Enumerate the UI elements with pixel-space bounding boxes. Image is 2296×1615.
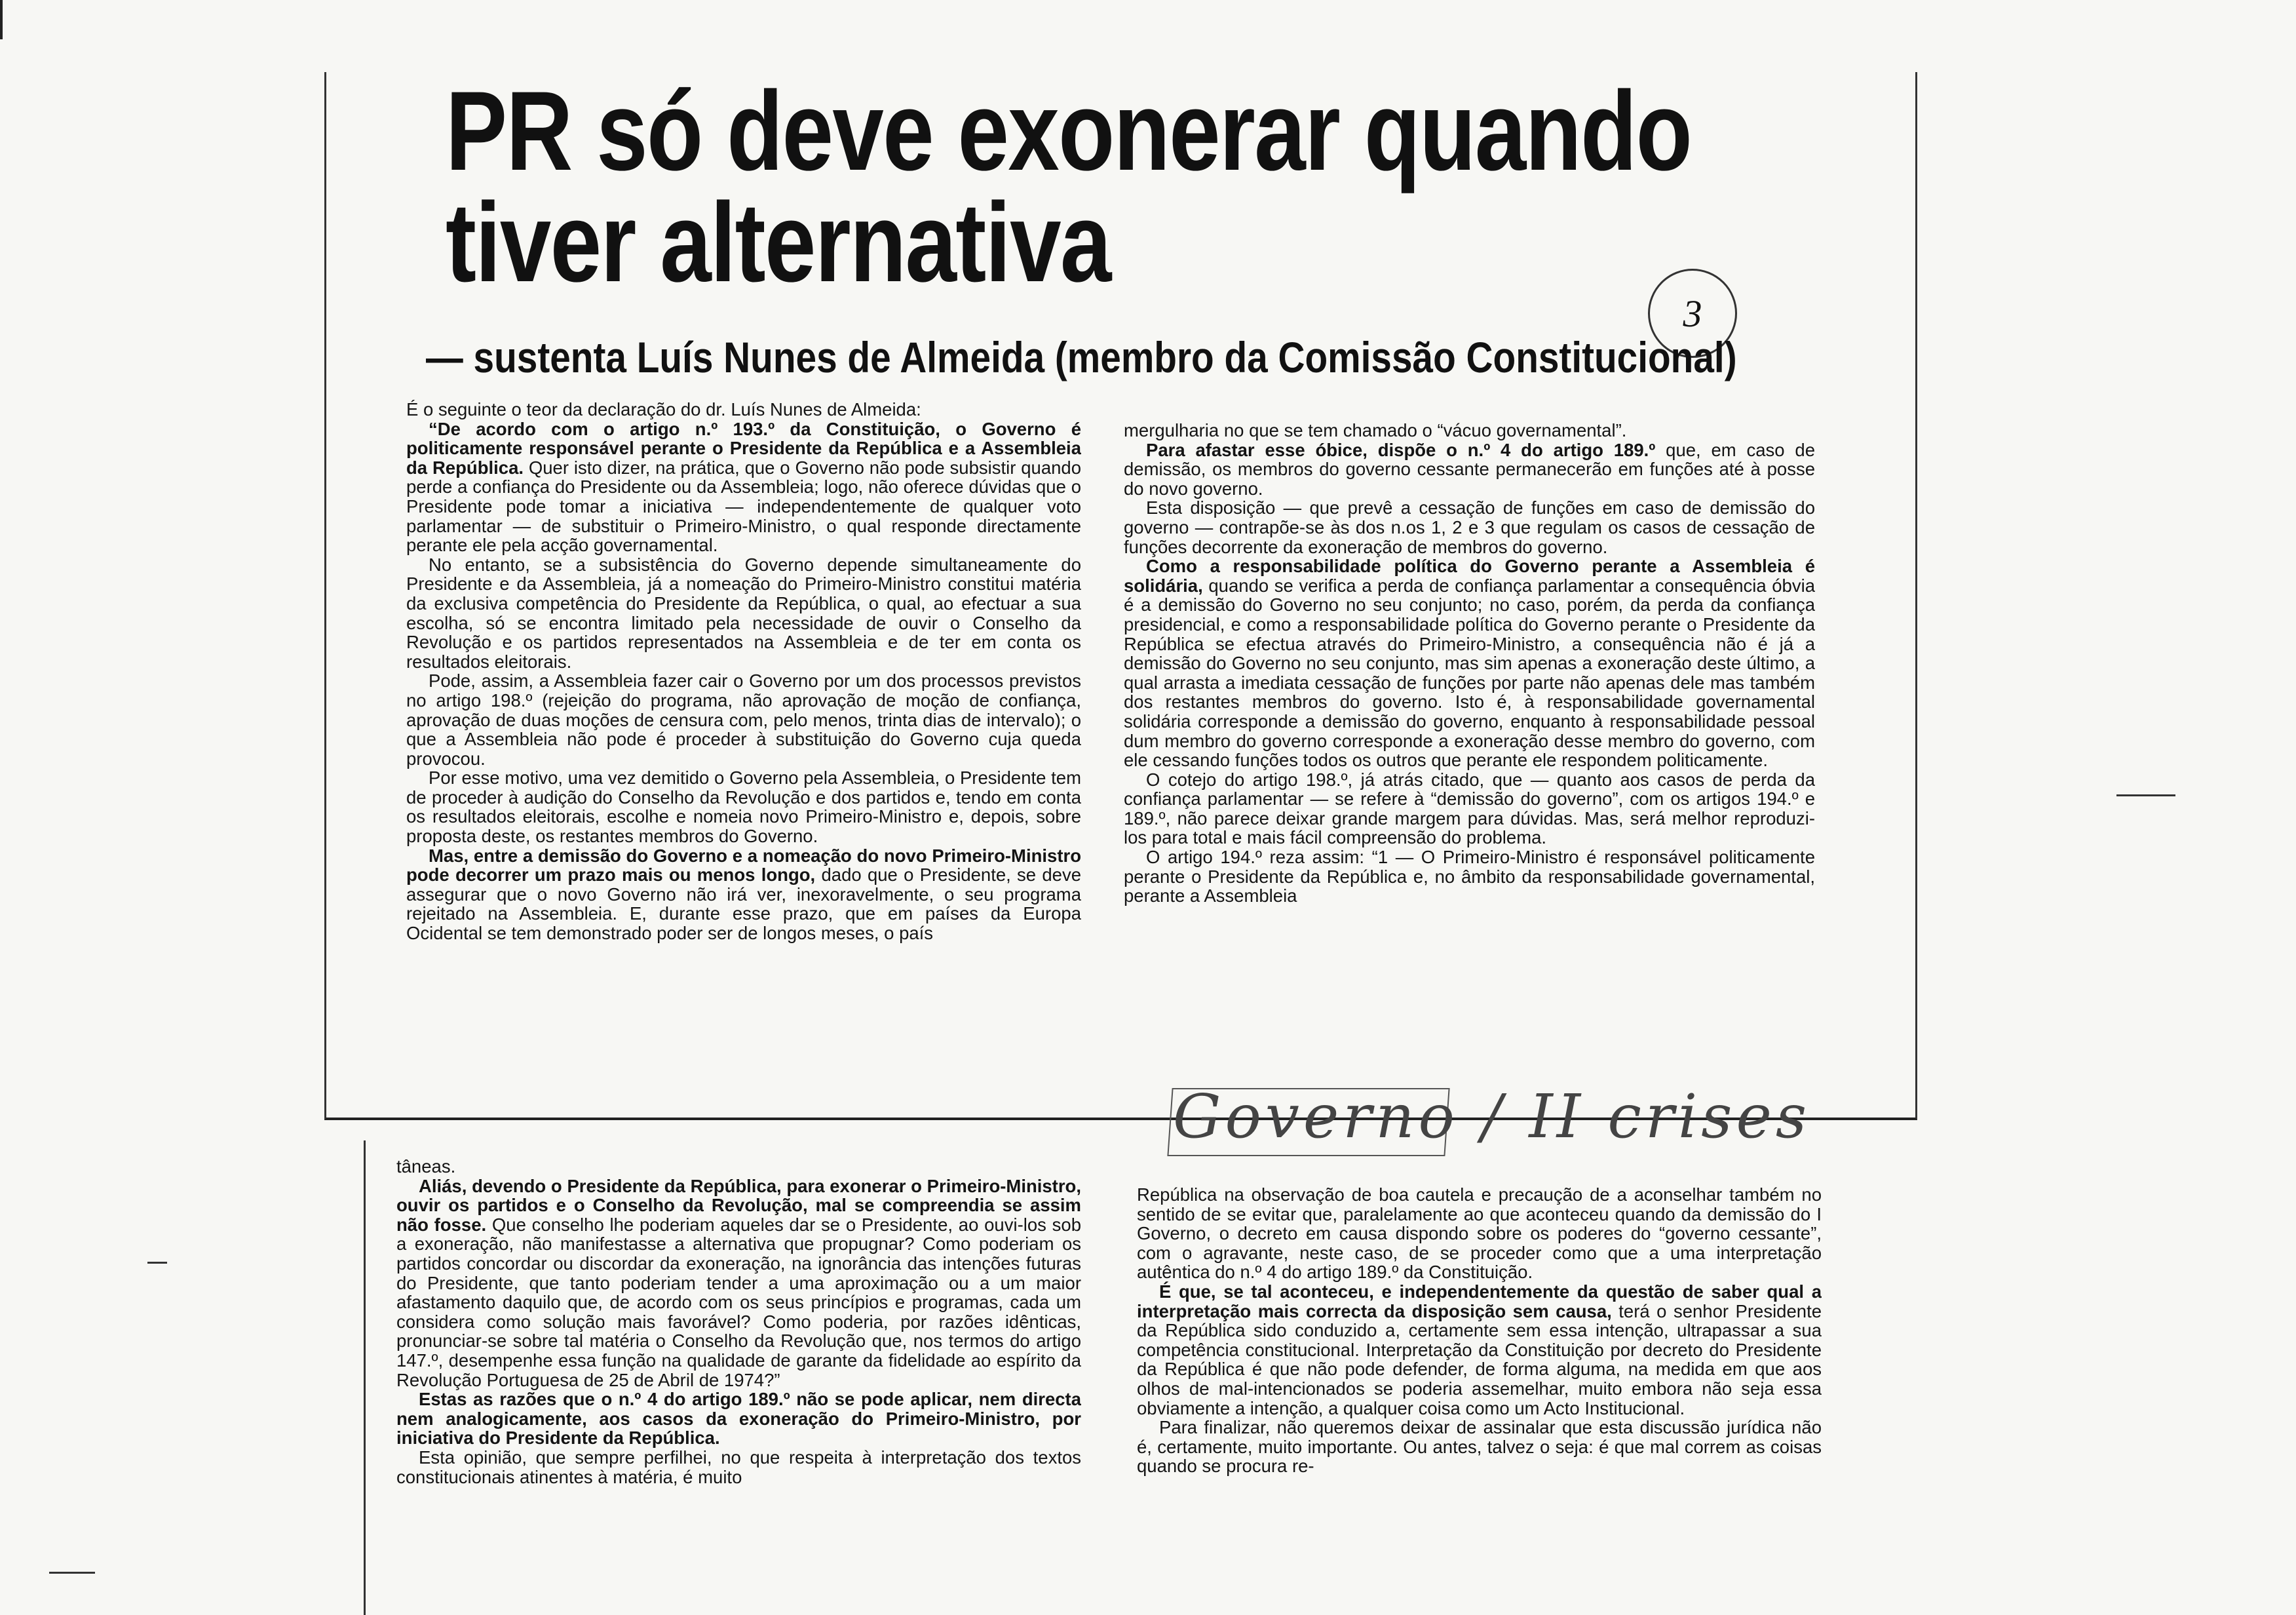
paragraph-text: Que conselho lhe poderiam aqueles dar se o Presidente, ao ouvi-los sob a exoneração, não manifestasse a alternativa que propugnar? Como poderiam os partidos concordar ou discordar da exoneração, na ignorância das intenções futuras do Presidente, que tanto poderiam tender a uma aproximação ou a um maior afastamento daquilo que, de acordo com os seus princípios e programas, cada um considera como solução mais favorável? Como poderia, por razões idênticas, pronunciar-se sobre tal matéria o Conselho da Revolução que, nos termos do artigo 147.º, desempenhe essa função na qualidade de garante da fidelidade ao espírito da Revolução Portuguesa de 25 de Abril de 1974?” (396, 1214, 1081, 1390)
paragraph: No entanto, se a subsistência do Governo depende simultaneamente do Presidente e da Assembleia, já a nomeação do Primeiro-Ministro constitui matéria da exclusiva competência do Presidente da República, o qual, ao efectuar a sua escolha, só se encontra limitado pela necessidade de ouvir o Conselho da Revolução e os partidos representados na Assembleia e de ter em conta os resultados eleitorais. (406, 554, 1081, 672)
article-column-1 (406, 400, 1081, 1111)
paragraph (1137, 1282, 1822, 1418)
article-column-4 (1137, 1185, 1822, 1611)
headline-line-2: tiver alternativa (446, 180, 1111, 305)
headline (446, 68, 1692, 305)
bold-lead: Como a responsabilidade política do Governo perante a Assembleia é solidária, (1124, 556, 1815, 596)
bold-lead: É que, se tal aconteceu, e independentemente da questão de saber qual a interpretação mais correcta da disposição sem causa, (1137, 1281, 1822, 1321)
paragraph: Pode, assim, a Assembleia fazer cair o Governo por um dos processos previstos no artigo 198.º (rejeição do programa, não aprovação de moção de confiança, aprovação de duas moções de censura com, pelo menos, trinta dias de intervalo); o que a Assembleia não pode é proceder à substituição do Governo cuja queda provocou. (406, 671, 1081, 769)
scan-edge-mark (2116, 794, 2175, 796)
scan-corner-mark (0, 0, 14, 39)
page-number: 3 (1683, 292, 1702, 335)
paragraph: Esta opinião, que sempre perfilhei, no que respeita à interpretação dos textos constitucionais atinentes à matéria, é muito (396, 1447, 1081, 1487)
paragraph (406, 846, 1081, 943)
handwritten-note: Governo / II crises (1173, 1081, 1811, 1152)
article-column-3 (396, 1157, 1081, 1609)
paragraph-text: que, em caso de demissão, os membros do governo cessante permanecerão em funções até à posse do novo governo. (1124, 439, 1815, 499)
paragraph (396, 1177, 1081, 1390)
paragraph-text: dado que o Presidente, se deve assegurar que o novo Governo não irá ver, inexoravelmente, o seu programa rejeitado na Assembleia. E, durante esse prazo, que em países da Europa Ocidental se tem demonstrado poder ser de longos meses, o país (406, 865, 1081, 944)
subheadline: — sustenta Luís Nunes de Almeida (membro da Comissão Constitucional) (426, 333, 1737, 381)
paragraph: O cotejo do artigo 198.º, já atrás citado, que — quanto aos casos de perda da confiança parlamentar — se refere à “demissão do governo”, com os artigos 194.º e 189.º, não parece deixar grande margem para dúvidas. Mas, será melhor reproduzi-los para total e mais fácil compreensão do problema. (1124, 769, 1815, 848)
paragraph: Estas as razões que o n.º 4 do artigo 189.º não se pode aplicar, nem directa nem analogicamente, aos casos da exoneração do Primeiro-Ministro, por iniciativa do Presidente da República. (396, 1389, 1081, 1449)
paragraph: Por esse motivo, uma vez demitido o Governo pela Assembleia, o Presidente tem de proceder à audição do Conselho da Revolução e dos partidos e, tendo em conta os resultados eleitorais, escolhe e nomeia novo Primeiro-Ministro e, depois, sobre proposta deste, os restantes membros do Governo. (406, 768, 1081, 847)
scan-edge-mark (147, 1262, 167, 1264)
paragraph (1124, 440, 1815, 499)
bold-lead: Para afastar esse óbice, dispõe o n.º 4 do artigo 189.º (1146, 439, 1656, 460)
paragraph (406, 419, 1081, 555)
scan-edge-mark (49, 1572, 95, 1574)
headline-line-1: PR só deve exonerar quando (446, 68, 1692, 194)
paragraph: Para finalizar, não queremos deixar de assinalar que esta discussão jurídica não é, certamente, muito importante. Ou antes, talvez o seja: é que mal correm as coisas quando se procura re- (1137, 1417, 1822, 1477)
paragraph: tâneas. (396, 1157, 456, 1177)
paragraph: República na observação de boa cautela e precaução de a aconselhar também no sentido de se evitar que, paralelamente ao que aconteceu quando da demissão do I Governo, o decreto em causa dispondo sobre os poderes do “governo cessante”, com o agravante, neste caso, de se proceder como que a uma interpretação autêntica do n.º 4 do artigo 189.º da Constituição. (1137, 1185, 1822, 1283)
paragraph: mergulharia no que se tem chamado o “vácuo governamental”. (1124, 421, 1627, 440)
bold-lead: Mas, entre a demissão do Governo e a nomeação do novo Primeiro-Ministro pode decorrer um prazo mais ou menos longo, (406, 845, 1081, 885)
paragraph: Esta disposição — que prevê a cessação de funções em caso de demissão do governo — contrapõe-se às dos n.os 1, 2 e 3 que regulam os casos de cessação de funções decorrente da exoneração de membros do governo. (1124, 497, 1815, 557)
paragraph: O artigo 194.º reza assim: “1 — O Primeiro-Ministro é responsável politicamente perante o Presidente da República e, no âmbito da responsabilidade governamental, perante a Assembleia (1124, 847, 1815, 906)
paragraph (1124, 556, 1815, 770)
paragraph-text: terá o senhor Presidente da República sido conduzido a, certamente sem essa intenção, ultrapassar a sua competência constitucional. Interpretação da Constituição por decreto do Presidente da República é que não pode defender, de forma alguma, na medida em que aos olhos de mal-intencionados se poderia assemelhar, muito embora não seja essa obviamente a intenção, a qualquer coisa como um Acto Institucional. (1137, 1300, 1822, 1418)
bold-lead: “De acordo com o artigo n.º 193.º da Constituição, o Governo é politicamente responsável perante o Presidente da República e a Assembleia da República. (406, 418, 1081, 478)
bold-lead: Aliás, devendo o Presidente da República, para exonerar o Primeiro-Ministro, ouvir os partidos e o Conselho da Revolução, mal se compreendia se assim não fosse. (396, 1175, 1081, 1235)
intro-paragraph: É o seguinte o teor da declaração do dr. Luís Nunes de Almeida: (406, 400, 921, 419)
article-column-2 (1124, 421, 1815, 1076)
paragraph-text: Quer isto dizer, na prática, que o Governo não pode subsistir quando perde a confiança do Presidente ou da Assembleia; logo, não oferece dúvidas que o Presidente pode tomar a iniciativa — independentemente de qualquer voto parlamentar — de substituir o Primeiro-Ministro, o qual responde directamente perante ele pela acção governamental. (406, 457, 1081, 556)
paragraph-text: quando se verifica a perda de confiança parlamentar a consequência óbvia é a demissão do Governo no seu conjunto; no caso, porém, da perda da confiança presidencial, e como a responsabilidade política do Governo perante o Presidente da República se efectua através do Primeiro-Ministro, a consequência não é já a demissão do Governo no seu conjunto, mas sim apenas a exoneração deste último, a qual arrasta a imediata cessação de funções por parte não apenas dele mas também dos restantes membros do governo. Isto é, à responsabilidade governamental solidária corresponde a demissão do governo, enquanto à responsabilidade pessoal dum membro do governo corresponde a exoneração desse membro do governo, com ele cessando funções todos os outros que perante ele respondem politicamente. (1124, 575, 1815, 771)
